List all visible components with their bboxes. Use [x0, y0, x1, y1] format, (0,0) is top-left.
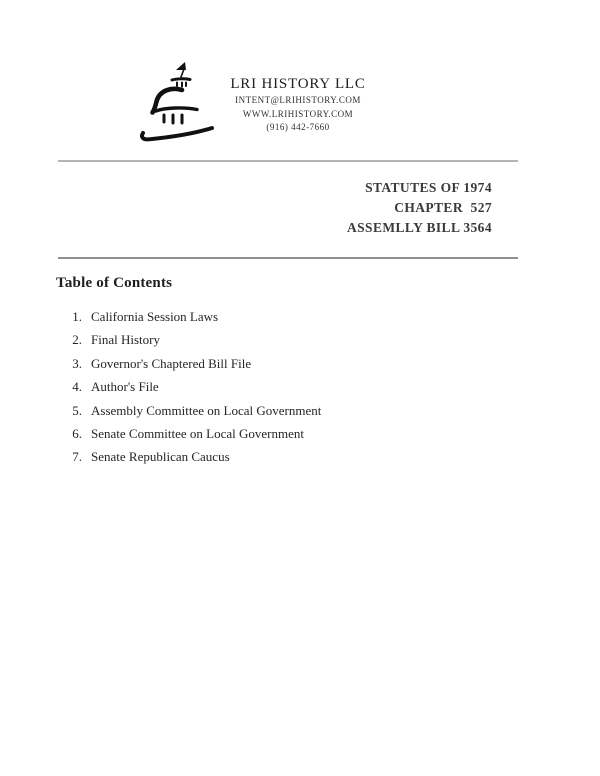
- assembly-bill-line: ASSEMLLY BILL 3564: [346, 220, 492, 235]
- toc-item: [69, 332, 321, 355]
- toc-item-label: Author's File: [91, 379, 159, 395]
- toc-item: [69, 309, 321, 332]
- toc-item-number: 4.: [72, 379, 82, 395]
- toc-item: [69, 356, 321, 379]
- document-reference: [347, 178, 492, 238]
- company-name: LRI HISTORY LLC: [230, 76, 366, 92]
- capitol-dome-icon: [140, 60, 216, 144]
- toc-item: [69, 403, 321, 426]
- toc-item-label: Senate Republican Caucus: [91, 449, 230, 465]
- toc-item-number: 2.: [72, 332, 82, 348]
- company-email: INTENT@LRIHISTORY.COM: [235, 95, 361, 105]
- letterhead: [220, 75, 376, 135]
- toc-list: [69, 309, 321, 473]
- divider-top: [58, 160, 518, 162]
- toc-item-label: Senate Committee on Local Government: [91, 425, 304, 441]
- toc-item: [69, 379, 321, 402]
- company-phone: (916) 442-7660: [266, 122, 330, 132]
- toc-item-number: 6.: [72, 425, 82, 441]
- toc-item-number: 5.: [72, 402, 82, 418]
- toc-item-label: California Session Laws: [91, 309, 219, 324]
- toc-item-number: 3.: [72, 355, 82, 371]
- toc-item-number: 7.: [72, 449, 82, 465]
- toc-item-label: Final History: [91, 332, 160, 348]
- chapter-line: CHAPTER 527: [394, 200, 492, 215]
- company-website: WWW.LRIHISTORY.COM: [242, 108, 354, 119]
- toc-item-label: Assembly Committee on Local Government: [91, 402, 322, 418]
- statutes-line: STATUTES OF 1974: [365, 180, 492, 195]
- toc-item: [69, 426, 321, 449]
- toc-item: [69, 449, 321, 472]
- divider-bottom: [58, 257, 518, 259]
- toc-item-label: Governor's Chaptered Bill File: [91, 355, 252, 371]
- toc-item-number: 1.: [72, 309, 82, 324]
- toc-heading: Table of Contents: [56, 275, 173, 291]
